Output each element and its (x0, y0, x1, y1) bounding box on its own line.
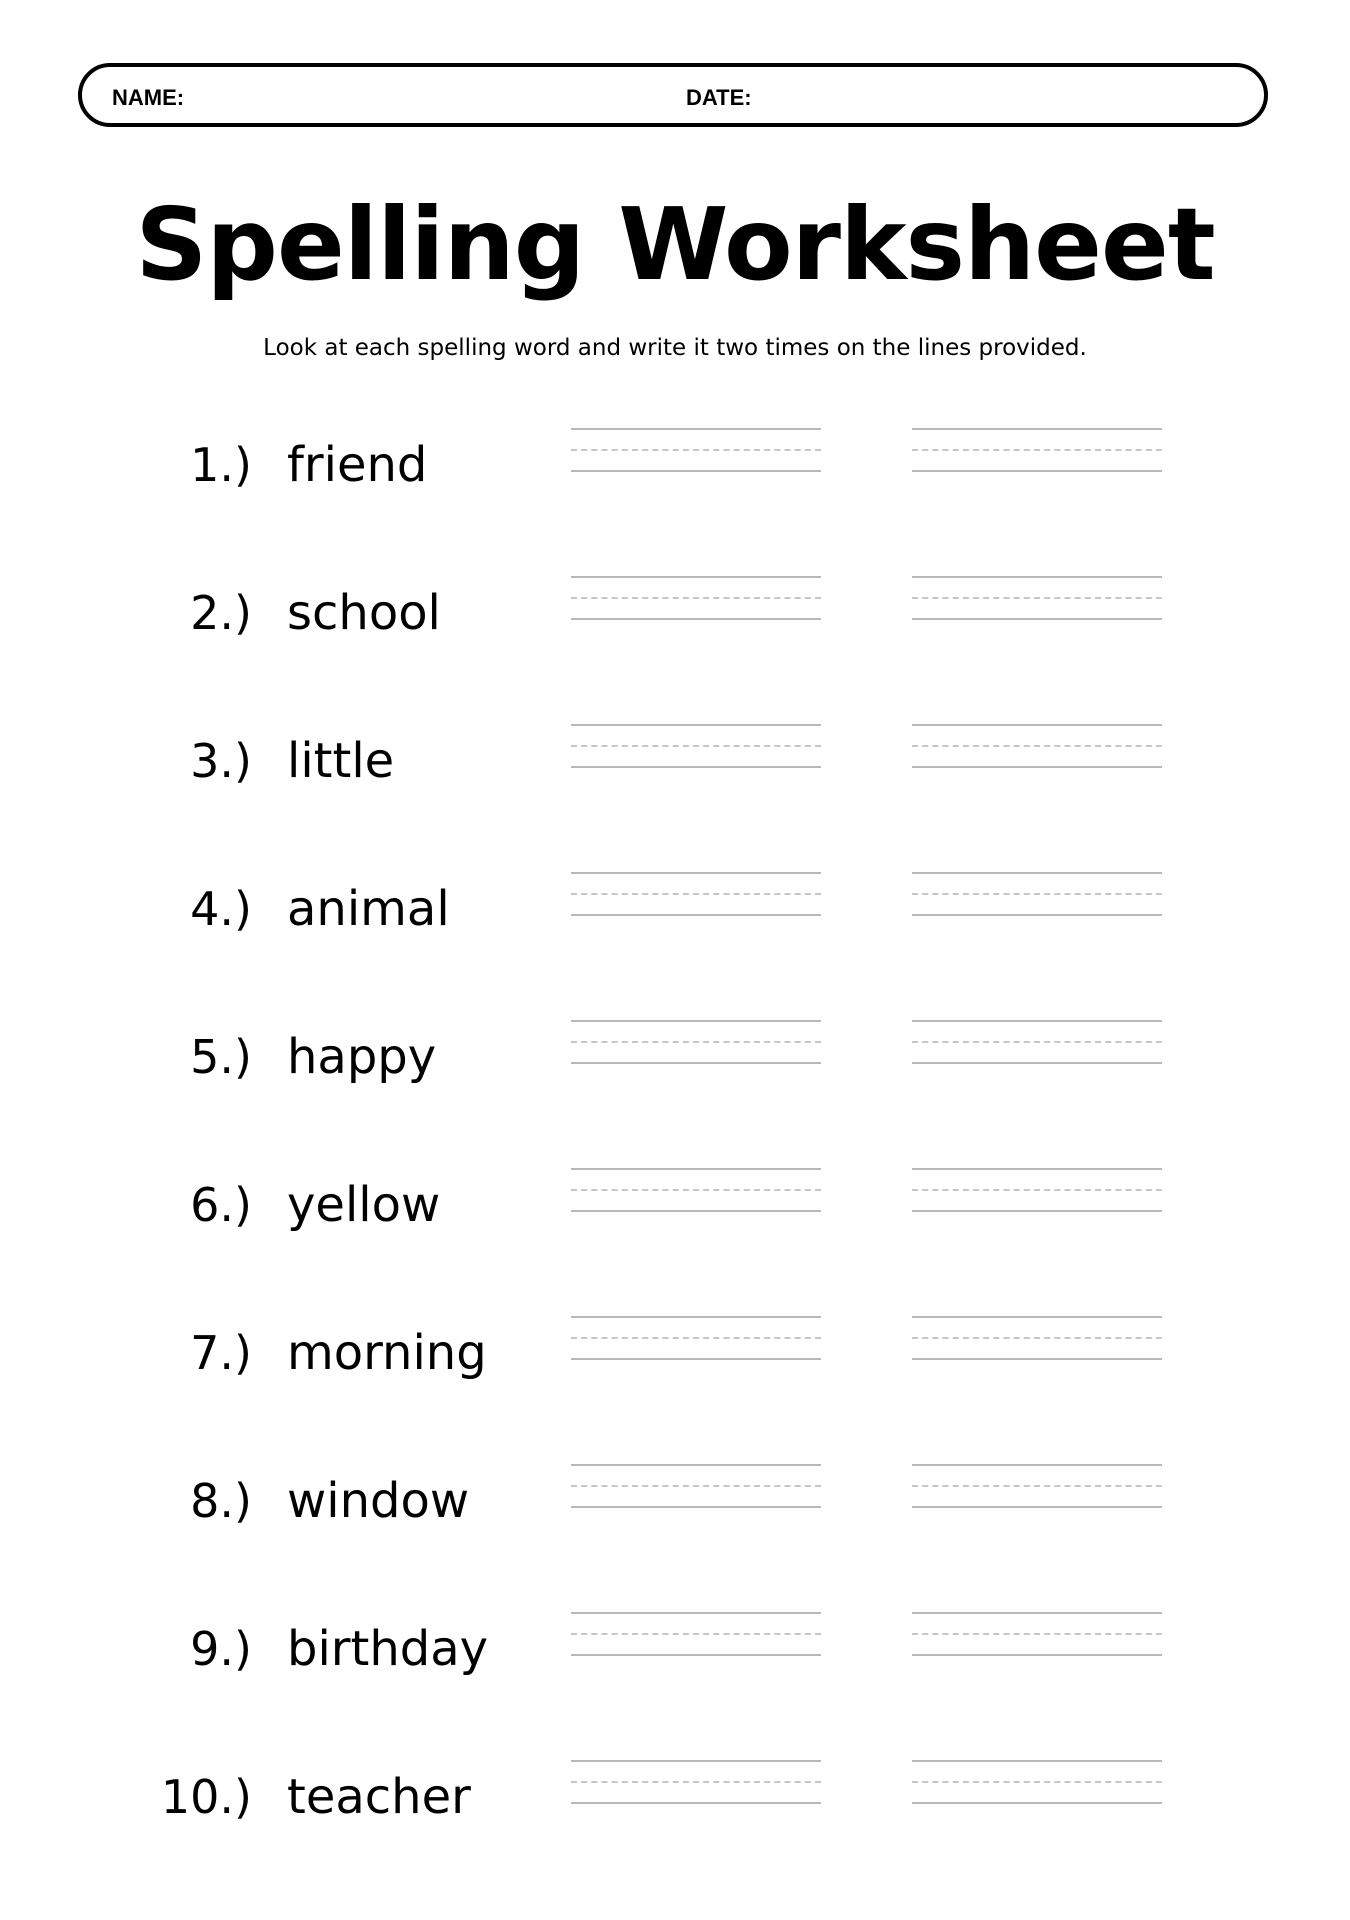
spelling-word: friend (287, 437, 428, 493)
base-guideline (912, 618, 1162, 620)
spelling-word: window (287, 1473, 470, 1529)
base-guideline (912, 766, 1162, 768)
top-guideline (912, 428, 1162, 430)
name-date-header (78, 63, 1268, 127)
writing-lines-first[interactable] (571, 1760, 821, 1804)
base-guideline (571, 1654, 821, 1656)
instructions-text: Look at each spelling word and write it two times on the lines provided. (263, 335, 1087, 361)
writing-lines-first[interactable] (571, 1168, 821, 1212)
base-guideline (571, 470, 821, 472)
word-row (0, 1760, 1350, 1840)
worksheet-title: Spelling Worksheet (135, 186, 1215, 303)
base-guideline (912, 914, 1162, 916)
mid-guideline (912, 597, 1162, 599)
mid-guideline (912, 1633, 1162, 1635)
mid-guideline (912, 449, 1162, 451)
base-guideline (912, 1654, 1162, 1656)
word-number: 6.) (190, 1178, 252, 1232)
word-number: 10.) (160, 1770, 252, 1824)
writing-lines-second[interactable] (912, 1168, 1162, 1212)
base-guideline (571, 1210, 821, 1212)
mid-guideline (571, 449, 821, 451)
word-row (0, 1612, 1350, 1692)
mid-guideline (571, 1781, 821, 1783)
word-row (0, 872, 1350, 952)
writing-lines-first[interactable] (571, 1020, 821, 1064)
name-label: NAME: (112, 85, 185, 110)
word-number: 9.) (190, 1622, 252, 1676)
top-guideline (571, 428, 821, 430)
top-guideline (571, 576, 821, 578)
top-guideline (912, 576, 1162, 578)
mid-guideline (912, 1485, 1162, 1487)
base-guideline (912, 1210, 1162, 1212)
word-number: 2.) (190, 586, 252, 640)
word-row (0, 1316, 1350, 1396)
base-guideline (912, 1506, 1162, 1508)
word-number: 4.) (190, 882, 252, 936)
spelling-word: yellow (287, 1177, 441, 1233)
base-guideline (571, 1506, 821, 1508)
word-row (0, 428, 1350, 508)
writing-lines-first[interactable] (571, 576, 821, 620)
top-guideline (571, 1168, 821, 1170)
word-row (0, 1464, 1350, 1544)
base-guideline (571, 1358, 821, 1360)
base-guideline (912, 1802, 1162, 1804)
writing-lines-second[interactable] (912, 872, 1162, 916)
writing-lines-first[interactable] (571, 1316, 821, 1360)
word-number: 3.) (190, 734, 252, 788)
word-number: 5.) (190, 1030, 252, 1084)
top-guideline (571, 1316, 821, 1318)
word-row (0, 724, 1350, 804)
word-number: 8.) (190, 1474, 252, 1528)
base-guideline (912, 470, 1162, 472)
mid-guideline (571, 745, 821, 747)
writing-lines-second[interactable] (912, 1760, 1162, 1804)
mid-guideline (571, 1337, 821, 1339)
spelling-word: animal (287, 881, 450, 937)
writing-lines-first[interactable] (571, 872, 821, 916)
mid-guideline (571, 1485, 821, 1487)
mid-guideline (912, 1781, 1162, 1783)
base-guideline (571, 766, 821, 768)
writing-lines-second[interactable] (912, 576, 1162, 620)
mid-guideline (571, 1189, 821, 1191)
writing-lines-second[interactable] (912, 1020, 1162, 1064)
word-row (0, 1168, 1350, 1248)
base-guideline (912, 1358, 1162, 1360)
mid-guideline (912, 1337, 1162, 1339)
base-guideline (571, 914, 821, 916)
top-guideline (571, 724, 821, 726)
writing-lines-second[interactable] (912, 1612, 1162, 1656)
base-guideline (571, 1062, 821, 1064)
date-label: DATE: (686, 85, 752, 110)
top-guideline (571, 1760, 821, 1762)
top-guideline (912, 872, 1162, 874)
top-guideline (912, 1464, 1162, 1466)
top-guideline (912, 1020, 1162, 1022)
top-guideline (912, 1612, 1162, 1614)
word-number: 1.) (190, 438, 252, 492)
spelling-word: happy (287, 1029, 437, 1085)
top-guideline (912, 1168, 1162, 1170)
mid-guideline (571, 893, 821, 895)
base-guideline (571, 1802, 821, 1804)
top-guideline (571, 1612, 821, 1614)
spelling-word: school (287, 585, 441, 641)
top-guideline (571, 1020, 821, 1022)
writing-lines-second[interactable] (912, 428, 1162, 472)
mid-guideline (571, 597, 821, 599)
word-number: 7.) (190, 1326, 252, 1380)
writing-lines-first[interactable] (571, 1612, 821, 1656)
spelling-word: morning (287, 1325, 487, 1381)
top-guideline (571, 872, 821, 874)
writing-lines-second[interactable] (912, 1464, 1162, 1508)
writing-lines-first[interactable] (571, 1464, 821, 1508)
mid-guideline (571, 1633, 821, 1635)
word-row (0, 1020, 1350, 1100)
writing-lines-first[interactable] (571, 428, 821, 472)
base-guideline (571, 618, 821, 620)
top-guideline (912, 724, 1162, 726)
writing-lines-second[interactable] (912, 1316, 1162, 1360)
mid-guideline (912, 893, 1162, 895)
mid-guideline (912, 1041, 1162, 1043)
spelling-word: birthday (287, 1621, 489, 1677)
writing-lines-first[interactable] (571, 724, 821, 768)
base-guideline (912, 1062, 1162, 1064)
writing-lines-second[interactable] (912, 724, 1162, 768)
mid-guideline (571, 1041, 821, 1043)
spelling-word: little (287, 733, 395, 789)
mid-guideline (912, 745, 1162, 747)
mid-guideline (912, 1189, 1162, 1191)
spelling-word: teacher (287, 1769, 471, 1825)
word-row (0, 576, 1350, 656)
top-guideline (912, 1760, 1162, 1762)
top-guideline (912, 1316, 1162, 1318)
top-guideline (571, 1464, 821, 1466)
